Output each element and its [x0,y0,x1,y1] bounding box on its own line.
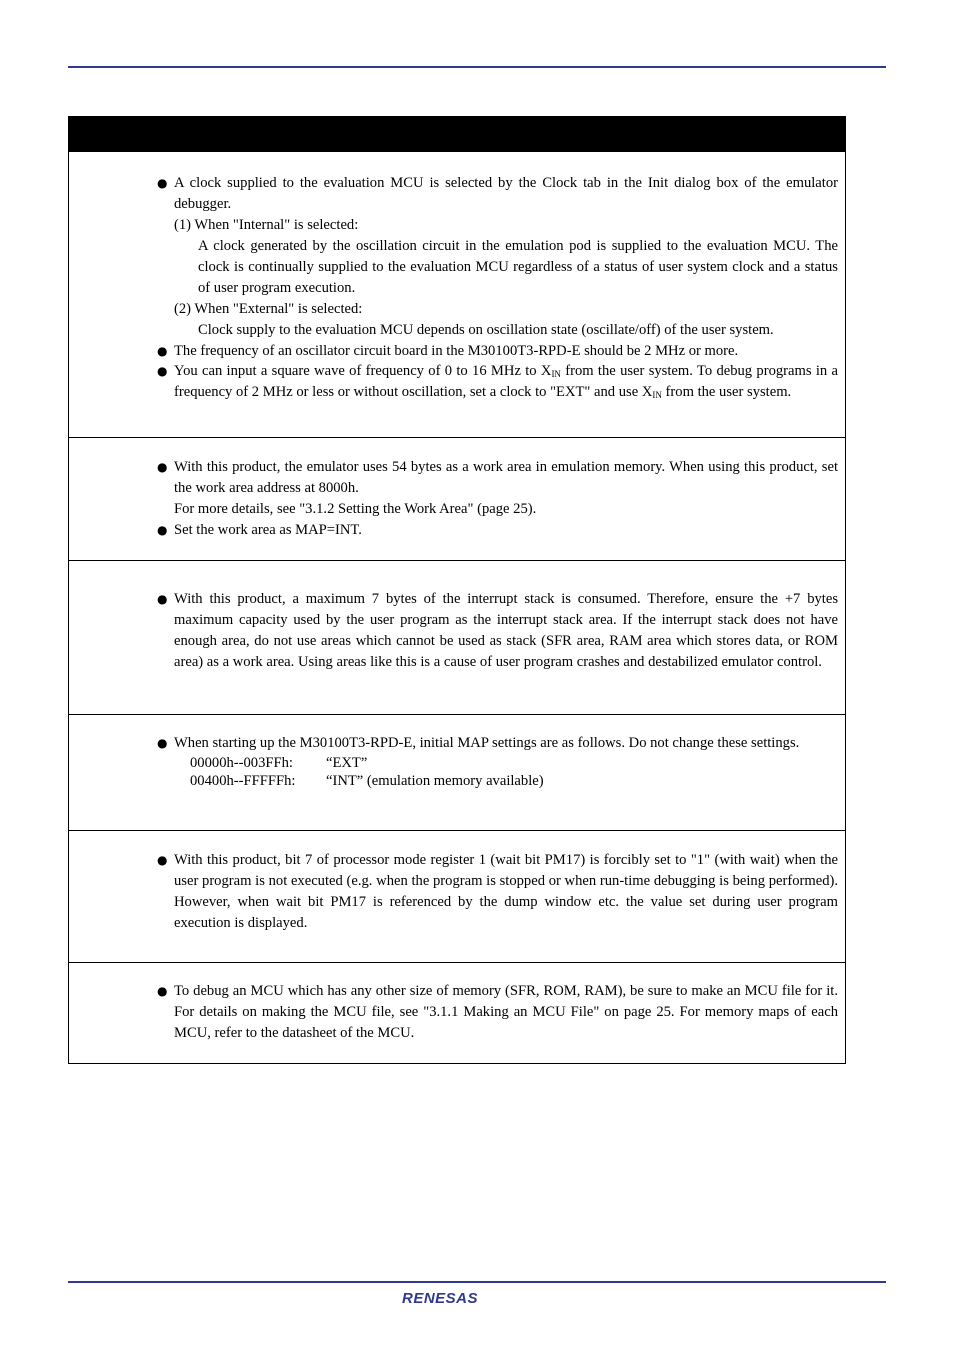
header-rule [68,66,886,68]
clock-bullet-3: ● You can input a square wave of frequency of 0 to 16 MHz to $X_{IN}$ from the user system. To debug programs in a frequency of 2 MHz or less or without oscillation, set a clock to "EXT" and use $X_{IN}$ from the user system. [157,362,838,404]
svg-text:RENESAS: RENESAS [402,1290,479,1307]
footer-rule [68,1281,886,1283]
section-work-area [69,437,845,560]
renesas-logo [400,1287,512,1307]
clock-bullet-2: ● The frequency of an oscillator circuit board in the M30100T3-RPD-E should be 2 MHz or more. [157,341,838,362]
table-header-bar [69,117,845,151]
clock-item-2-body: Clock supply to the evaluation MCU depends on oscillation state (oscillate/off) of the user system. [198,322,774,338]
section-map [69,714,845,830]
section-stack [69,560,845,714]
map-bullet-1: ● When starting up the M30100T3-RPD-E, initial MAP settings are as follows. Do not change these settings. [157,733,838,754]
map-row-1: 00000h--003FFh: “EXT” [190,755,368,771]
clock-item-1-label: (1) When "Internal" is selected: [174,217,359,233]
section-memory [69,962,845,1063]
wait-bullet-1: ● With this product, bit 7 of processor mode register 1 (wait bit PM17) is forcibly set to "1" (with wait) when the user program is not executed (e.g. when the program is stopped or when run-time debugging is being performed). However, when wait bit PM17 is referenced by the dump window etc. the value set during user program execution is displayed. [157,850,838,934]
section-clock [69,151,845,437]
memory-bullet-1: ● To debug an MCU which has any other size of memory (SFR, ROM, RAM), be sure to make an MCU file for it. For details on making the MCU file, see "3.1.1 Making an MCU File" on page 25. For memory maps of each MCU, refer to the datasheet of the MCU. [157,981,838,1044]
clock-bullet-1: ● A clock supplied to the evaluation MCU is selected by the Clock tab in the Init dialog box of the emulator debugger. [157,173,838,215]
notes-table [68,116,846,1064]
section-wait [69,830,845,962]
map-row-2: 00400h--FFFFFh: “INT” (emulation memory available) [190,773,544,789]
clock-item-2-label: (2) When "External" is selected: [174,301,363,317]
stack-bullet-1: ● With this product, a maximum 7 bytes of the interrupt stack is consumed. Therefore, ensure the +7 bytes maximum capacity used by the user program as the interrupt stack area. If the interrupt stack does not have enough area, do not use areas which cannot be used as stack (SFR area, RAM area which stores data, or ROM area) as a work area. Using areas like this is a cause of user program crashes and destabilized emulator control. [157,589,838,673]
clock-item-1-body: A clock generated by the oscillation circuit in the emulation pod is supplied to the evaluation MCU. The clock is continually supplied to the evaluation MCU regardless of a status of user system clock and a status of user program execution. [198,238,838,296]
work-area-bullet-2: ● Set the work area as MAP=INT. [157,520,838,541]
work-area-note: For more details, see "3.1.2 Setting the Work Area" (page 25). [174,501,537,517]
work-area-bullet-1: ● With this product, the emulator uses 54 bytes as a work area in emulation memory. When using this product, set the work area address at 8000h. [157,457,838,499]
